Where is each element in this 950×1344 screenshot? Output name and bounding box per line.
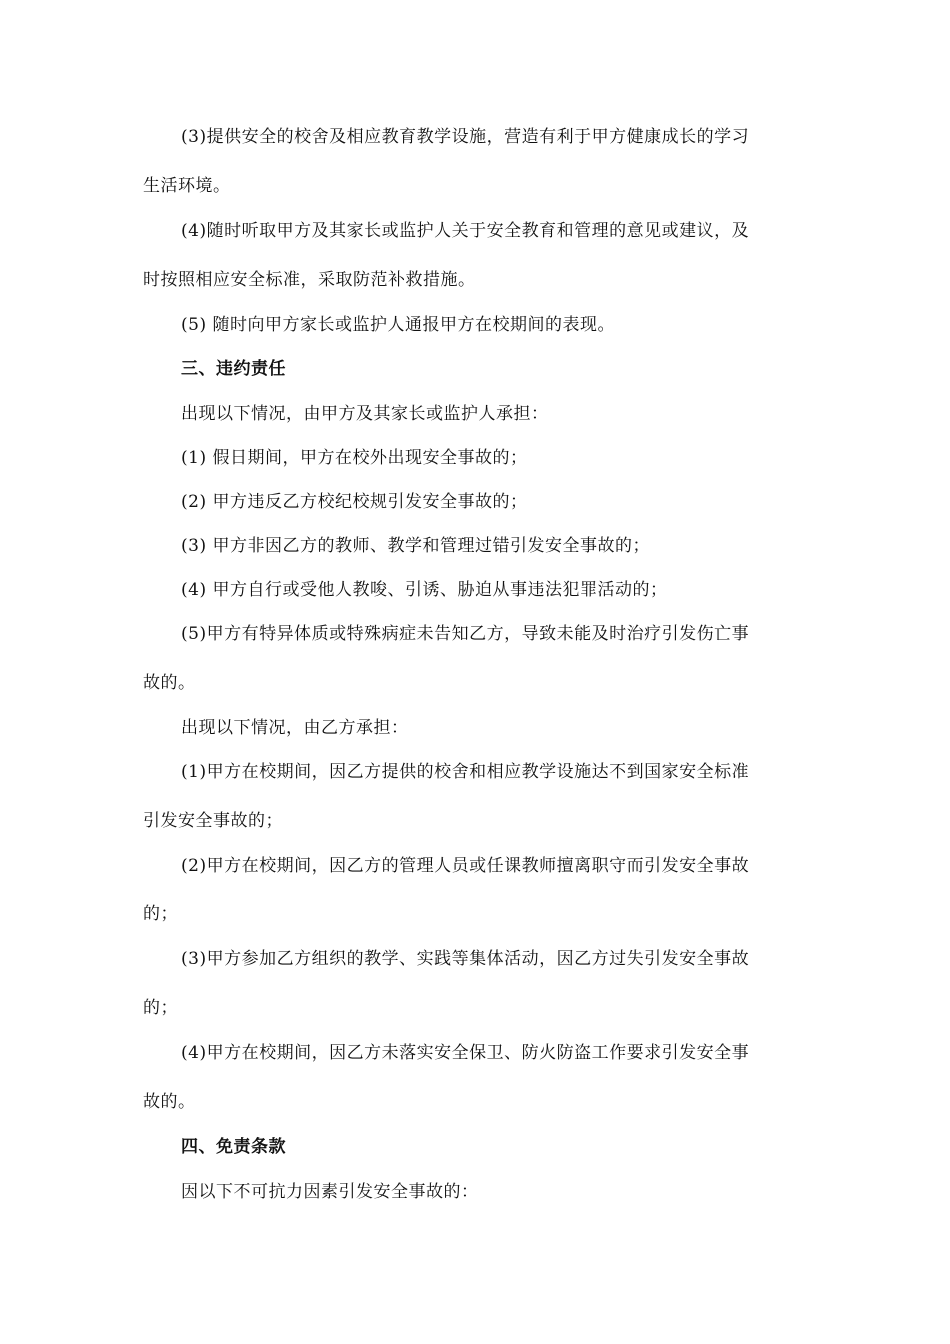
clause-3b-4-line-2: 故的。 [143, 1092, 196, 1112]
clause-3a-3: (3) 甲方非因乙方的教师、教学和管理过错引发安全事故的； [181, 536, 650, 556]
section-3-intro-a: 出现以下情况，由甲方及其家长或监护人承担： [181, 404, 549, 424]
clause-3b-3-line-1: (3)甲方参加乙方组织的教学、实践等集体活动，因乙方过失引发安全事故 [181, 949, 750, 969]
section-heading-4: 四、免责条款 [181, 1137, 286, 1157]
clause-3a-5-line-1: (5)甲方有特异体质或特殊病症未告知乙方，导致未能及时治疗引发伤亡事 [181, 624, 750, 644]
section-3-intro-b: 出现以下情况，由乙方承担： [181, 718, 409, 738]
clause-3a-5-line-2: 故的。 [143, 673, 196, 693]
clause-3a-2: (2) 甲方违反乙方校纪校规引发安全事故的； [181, 492, 528, 512]
clause-2-3-line-1: (3)提供安全的校舍及相应教育教学设施，营造有利于甲方健康成长的学习 [181, 127, 750, 147]
clause-3b-1-line-2: 引发安全事故的； [143, 811, 283, 831]
clause-3a-4: (4) 甲方自行或受他人教唆、引诱、胁迫从事违法犯罪活动的； [181, 580, 668, 600]
clause-3b-1-line-1: (1)甲方在校期间，因乙方提供的校舍和相应教学设施达不到国家安全标准 [181, 762, 750, 782]
clause-2-4-line-1: (4)随时听取甲方及其家长或监护人关于安全教育和管理的意见或建议，及 [181, 221, 750, 241]
clause-3b-4-line-1: (4)甲方在校期间，因乙方未落实安全保卫、防火防盗工作要求引发安全事 [181, 1043, 750, 1063]
section-4-intro: 因以下不可抗力因素引发安全事故的： [181, 1182, 479, 1202]
clause-2-3-line-2: 生活环境。 [143, 176, 231, 196]
clause-2-5: (5) 随时向甲方家长或监护人通报甲方在校期间的表现。 [181, 315, 615, 335]
clause-3b-2-line-2: 的； [143, 904, 178, 924]
clause-3b-3-line-2: 的； [143, 998, 178, 1018]
clause-2-4-line-2: 时按照相应安全标准，采取防范补救措施。 [143, 270, 476, 290]
clause-3a-1: (1) 假日期间，甲方在校外出现安全事故的； [181, 448, 528, 468]
clause-3b-2-line-1: (2)甲方在校期间，因乙方的管理人员或任课教师擅离职守而引发安全事故 [181, 856, 750, 876]
section-heading-3: 三、违约责任 [181, 359, 286, 379]
